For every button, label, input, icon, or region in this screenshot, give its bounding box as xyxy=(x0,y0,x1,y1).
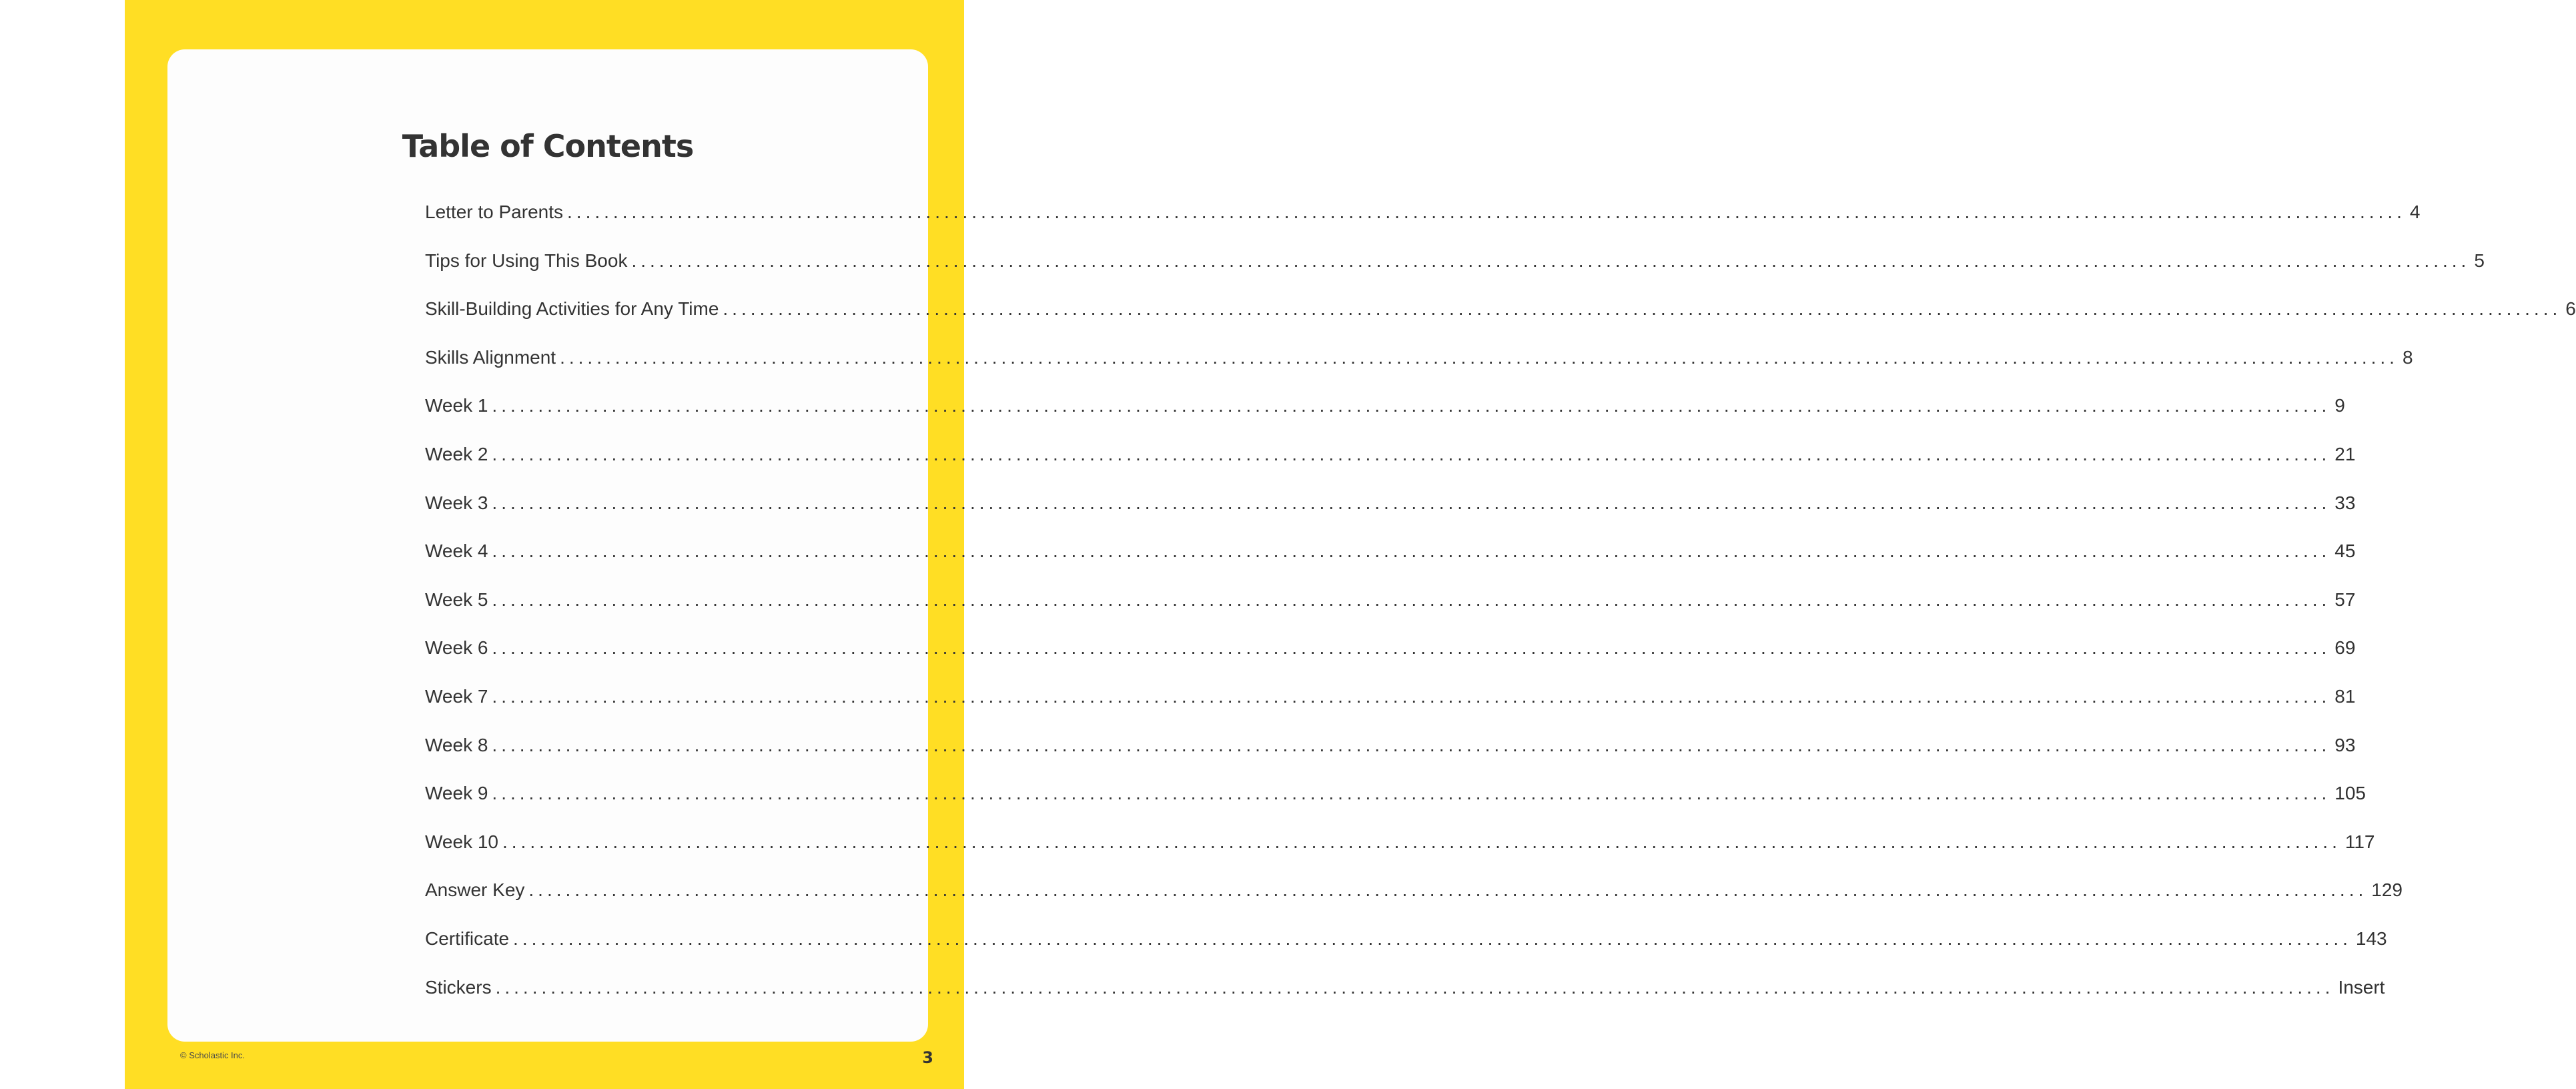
toc-entry xyxy=(425,443,2356,492)
toc-entry-label: Tips for Using This Book xyxy=(425,250,628,271)
toc-entry-label: Answer Key xyxy=(425,879,525,901)
toc-entry-page: 9 xyxy=(2334,395,2345,416)
dot-leader: ........................................................................................................................................................................................................ xyxy=(513,928,2352,949)
dot-leader: ........................................................................................................................................................................................................ xyxy=(567,202,2406,222)
dot-leader: ........................................................................................................................................................................................................ xyxy=(492,443,2331,464)
toc-entry-label: Letter to Parents xyxy=(425,202,564,222)
toc-entry-label: Week 6 xyxy=(425,637,488,659)
copyright-notice: © Scholastic Inc. xyxy=(180,1050,246,1060)
toc-entry-label: Week 2 xyxy=(425,443,488,464)
toc-entry-label: Week 5 xyxy=(425,589,488,610)
toc-entry-page: 33 xyxy=(2334,492,2356,513)
toc-entry-label: Stickers xyxy=(425,976,492,998)
toc-entry xyxy=(425,928,2387,977)
toc-entry xyxy=(425,783,2366,831)
table-of-contents xyxy=(425,202,2576,1025)
dot-leader: ........................................................................................................................................................................................................ xyxy=(723,298,2562,320)
toc-entry-label: Week 10 xyxy=(425,831,498,852)
toc-entry-page: 4 xyxy=(2409,202,2421,222)
toc-entry-page: 8 xyxy=(2402,346,2413,368)
toc-entry-page: 117 xyxy=(2344,831,2375,852)
toc-entry xyxy=(425,492,2356,541)
toc-entry-label: Week 4 xyxy=(425,540,488,562)
toc-entry-label: Week 9 xyxy=(425,783,488,804)
toc-entry xyxy=(425,976,2385,1026)
toc-entry-page: 57 xyxy=(2334,589,2356,610)
toc-entry xyxy=(425,540,2356,589)
dot-leader: ........................................................................................................................................................................................................ xyxy=(560,346,2399,368)
toc-entry-label: Week 7 xyxy=(425,685,488,707)
dot-leader: ........................................................................................................................................................................................................ xyxy=(631,250,2471,271)
dot-leader: ........................................................................................................................................................................................................ xyxy=(502,831,2341,852)
toc-entry xyxy=(425,298,2576,347)
toc-entry-page: 93 xyxy=(2334,734,2356,755)
toc-entry-label: Week 3 xyxy=(425,492,488,513)
toc-entry xyxy=(425,734,2356,783)
toc-entry-label: Skill-Building Activities for Any Time xyxy=(425,298,719,320)
dot-leader: ........................................................................................................................................................................................................ xyxy=(492,637,2331,659)
content-card xyxy=(167,49,2576,1042)
toc-entry xyxy=(425,685,2356,735)
toc-entry-page: 69 xyxy=(2334,637,2356,659)
dot-leader: ........................................................................................................................................................................................................ xyxy=(492,734,2331,755)
dot-leader: ........................................................................................................................................................................................................ xyxy=(492,540,2331,562)
toc-entry xyxy=(425,202,2421,250)
toc-entry xyxy=(425,879,2403,928)
toc-entry xyxy=(425,831,2375,880)
dot-leader: ........................................................................................................................................................................................................ xyxy=(492,395,2331,416)
dot-leader: ........................................................................................................................................................................................................ xyxy=(492,685,2331,707)
toc-entry xyxy=(425,637,2356,686)
toc-entry xyxy=(425,250,2485,299)
toc-entry-page: 105 xyxy=(2334,783,2366,804)
page-border xyxy=(125,0,2576,1089)
dot-leader: ........................................................................................................................................................................................................ xyxy=(492,492,2331,513)
dot-leader: ........................................................................................................................................................................................................ xyxy=(495,976,2334,998)
toc-entry-page: 45 xyxy=(2334,540,2356,562)
toc-entry-page: 143 xyxy=(2355,928,2387,949)
dot-leader: ........................................................................................................................................................................................................ xyxy=(528,879,2368,901)
toc-entry xyxy=(425,346,2413,396)
dot-leader: ........................................................................................................................................................................................................ xyxy=(492,589,2331,610)
toc-entry-page: 21 xyxy=(2334,443,2356,464)
toc-entry-label: Week 8 xyxy=(425,734,488,755)
toc-entry-label: Certificate xyxy=(425,928,510,949)
toc-entry-label: Week 1 xyxy=(425,395,488,416)
toc-entry xyxy=(425,589,2356,638)
dot-leader: ........................................................................................................................................................................................................ xyxy=(492,783,2331,804)
page-title: Table of Contents xyxy=(402,128,694,164)
toc-entry-label: Skills Alignment xyxy=(425,346,556,368)
toc-entry-page: Insert xyxy=(2338,976,2385,998)
toc-entry-page: 6 xyxy=(2565,298,2576,320)
page-number: 3 xyxy=(922,1048,933,1067)
toc-entry xyxy=(425,395,2345,444)
toc-entry-page: 129 xyxy=(2371,879,2403,901)
toc-entry-page: 81 xyxy=(2334,685,2356,707)
toc-entry-page: 5 xyxy=(2474,250,2485,271)
